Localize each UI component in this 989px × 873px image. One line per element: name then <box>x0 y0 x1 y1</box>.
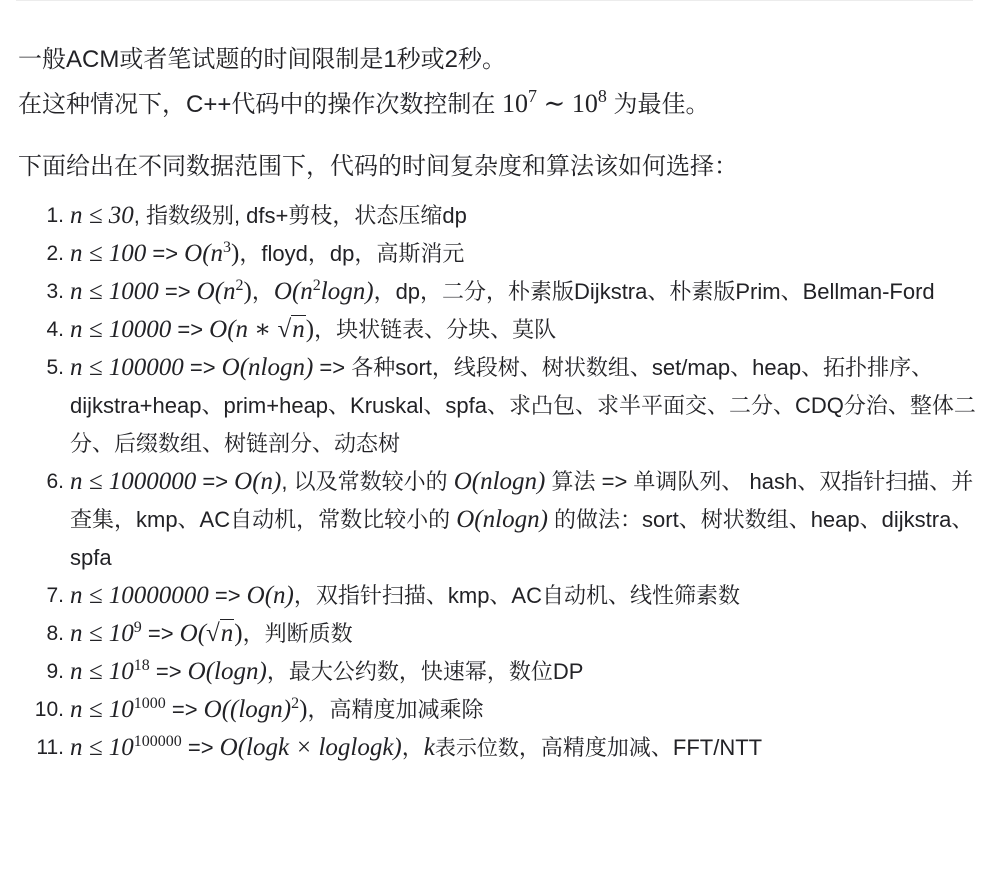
complexity-formula-2: $O(n^2\log n)$ <box>273 277 374 305</box>
range-formula: n ≤ 100000 <box>70 354 184 381</box>
complexity-formula: O(√n) <box>180 620 243 647</box>
list-item: 4. n ≤ 10000 => O(n ∗ √n)，块状链表、分块、莫队 <box>18 311 978 349</box>
complexity-formula-3: O(nlogn) <box>456 506 548 533</box>
range-formula: n ≤ 100 <box>70 240 147 267</box>
range-formula: $n \le 10^9$ <box>70 619 142 647</box>
range-formula: $n \le 10^{100000}$ <box>70 733 182 761</box>
range-formula: n ≤ 10000 <box>70 316 172 343</box>
intro-line-2-suffix: 为最佳。 <box>613 91 710 118</box>
list-item: 5. n ≤ 100000 => O(nlogn) => 各种sort，线段树、树状数组、set/map、heap、拓扑排序、dijkstra+heap、prim+heap、Kruskal、spfa、求凸包、求半平面交、二分、CDQ分治、整体二分、后缀数组、树链剖分、动态树 <box>46 354 976 456</box>
complexity-formula: O(n) <box>246 582 294 609</box>
k-variable: k <box>423 734 435 761</box>
complexity-formula: $O((\log n)^2)$ <box>203 695 308 723</box>
list-item: 7. n ≤ 10000000 => O(n)，双指针扫描、kmp、AC自动机、线性筛素数 <box>46 582 740 609</box>
complexity-formula: $O(n^3)$ <box>184 239 240 267</box>
list-item: 11. $n \le 10^{100000} => O(\log k \times loglogk)$，k表示位数，高精度加减、FFT/NTT <box>36 733 763 761</box>
complexity-formula: O(n ∗ √n) <box>209 316 314 343</box>
list-item: 1. n ≤ 30, 指数级别, dfs+剪枝，状态压缩dp <box>46 202 467 229</box>
list-item: 8. $n \le 10^9 => O(√n)$，判断质数 <box>18 615 978 653</box>
complexity-formula: $O(n^2)$ <box>196 277 252 305</box>
intro-line-1: 一般ACM或者笔试题的时间限制是1秒或2秒。 <box>18 46 507 73</box>
complexity-list <box>18 197 978 767</box>
top-divider <box>16 0 973 1</box>
complexity-formula: O(n) <box>234 468 282 495</box>
range-formula: n ≤ 30 <box>70 202 134 229</box>
intro-line-2-prefix: 在这种情况下，C++代码中的操作次数控制在 <box>18 91 496 118</box>
list-item: 6. n ≤ 1000000 => O(n), 以及常数较小的 O(nlogn) 算法 => 单调队列、 hash、双指针扫描、并查集，kmp、AC自动机，常数比较小的 O(nlogn) 的做法：sort、树状数组、heap、dijkstra、spfa <box>46 468 974 570</box>
range-formula: n ≤ 10000000 <box>70 582 209 609</box>
range-formula: n ≤ 1000 <box>70 278 159 305</box>
intro-line-2 <box>18 82 978 127</box>
complexity-formula: O(logn) <box>187 658 267 685</box>
range-formula: $n \le 10^{18}$ <box>70 657 150 685</box>
range-formula: n ≤ 1000000 <box>70 468 197 495</box>
sqrt-symbol: √n <box>277 316 305 343</box>
sqrt-symbol: √n <box>206 620 234 647</box>
list-item: 2. $n \le 100 => O(n^3)$，floyd，dp，高斯消元 <box>46 239 465 267</box>
intro-line-3: 下面给出在不同数据范围下，代码的时间复杂度和算法该如何选择： <box>18 153 738 180</box>
complexity-formula: O(nlogn) <box>221 354 314 381</box>
complexity-formula: O(logk × loglogk) <box>219 734 402 761</box>
article-body <box>18 38 978 767</box>
ops-range-formula: $10^7$ ∼ $10^8$ <box>502 86 607 118</box>
list-item: 10. $n \le 10^{1000} => O((\log n)^2)$，高精度加减乘除 <box>34 695 484 723</box>
range-formula: $n \le 10^{1000}$ <box>70 695 166 723</box>
list-item: 9. $n \le 10^{18} => O(\log n)$，最大公约数，快速幂，数位DP <box>46 657 584 685</box>
complexity-formula-2: O(nlogn) <box>453 468 546 495</box>
list-item: 3. $n \le 1000 => O(n^2)$，$O(n^2\log n)$，dp，二分，朴素版Dijkstra、朴素版Prim、Bellman-Ford <box>46 277 935 305</box>
